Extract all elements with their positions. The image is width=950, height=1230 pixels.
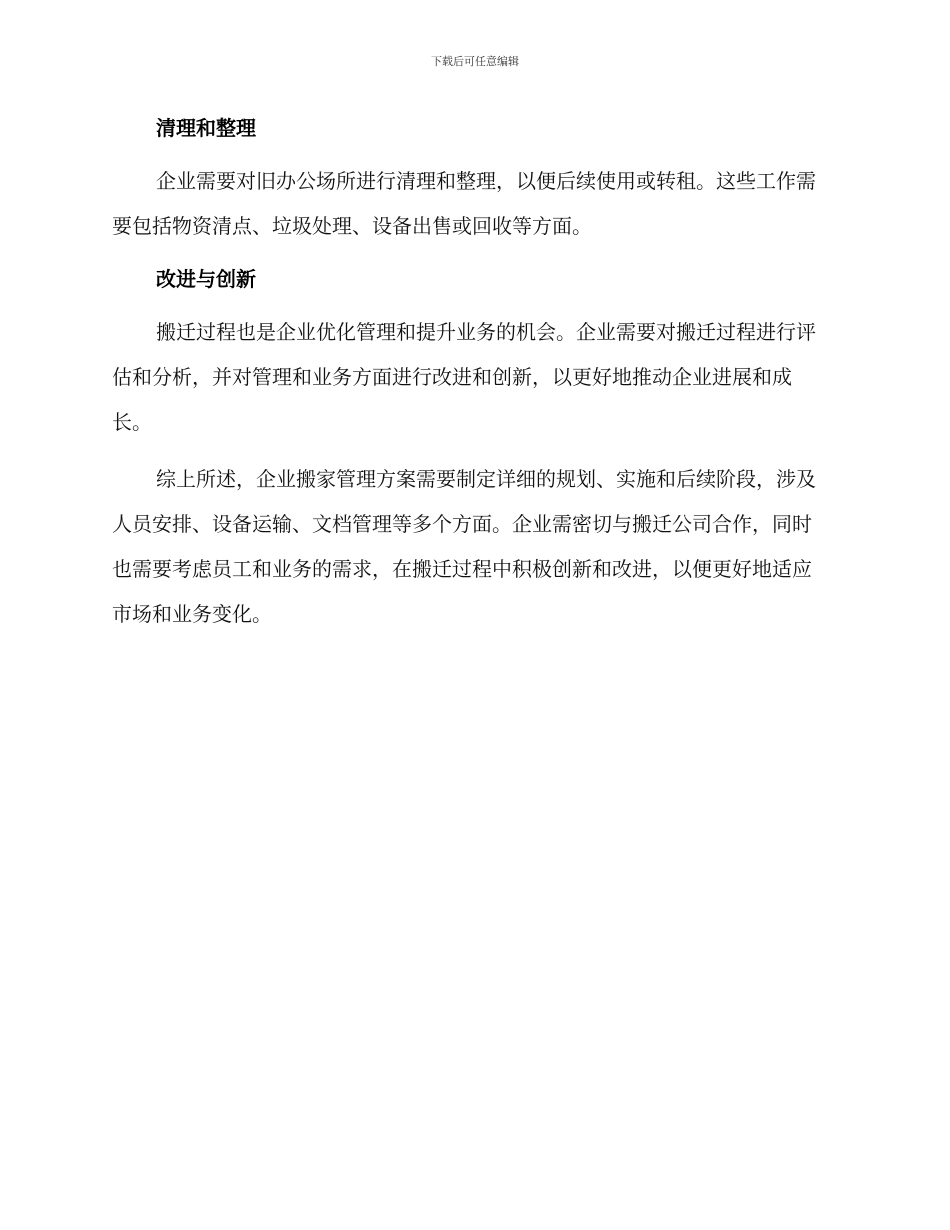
section-heading-improvement: 改进与创新 bbox=[156, 267, 256, 291]
paragraph-cleanup: 企业需要对旧办公场所进行清理和整理，以便后续使用或转租。这些工作需要包括物资清点、垃圾处理、设备出售或回收等方面。 bbox=[112, 169, 816, 238]
paragraph-improvement: 搬迁过程也是企业优化管理和提升业务的机会。企业需要对搬迁过程进行评估和分析，并对管理和业务方面进行改进和创新，以更好地推动企业进展和成长。 bbox=[112, 320, 816, 434]
document-body bbox=[112, 110, 830, 637]
paragraph-summary: 综上所述，企业搬家管理方案需要制定详细的规划、实施和后续阶段，涉及人员安排、设备运输、文档管理等多个方面。企业需密切与搬迁公司合作，同时也需要考虑员工和业务的需求，在搬迁过程中积极创新和改进，以便更好地适应市场和业务变化。 bbox=[112, 467, 816, 626]
page-header: 下载后可任意编辑 bbox=[431, 55, 519, 68]
section-heading-cleanup: 清理和整理 bbox=[156, 116, 256, 140]
